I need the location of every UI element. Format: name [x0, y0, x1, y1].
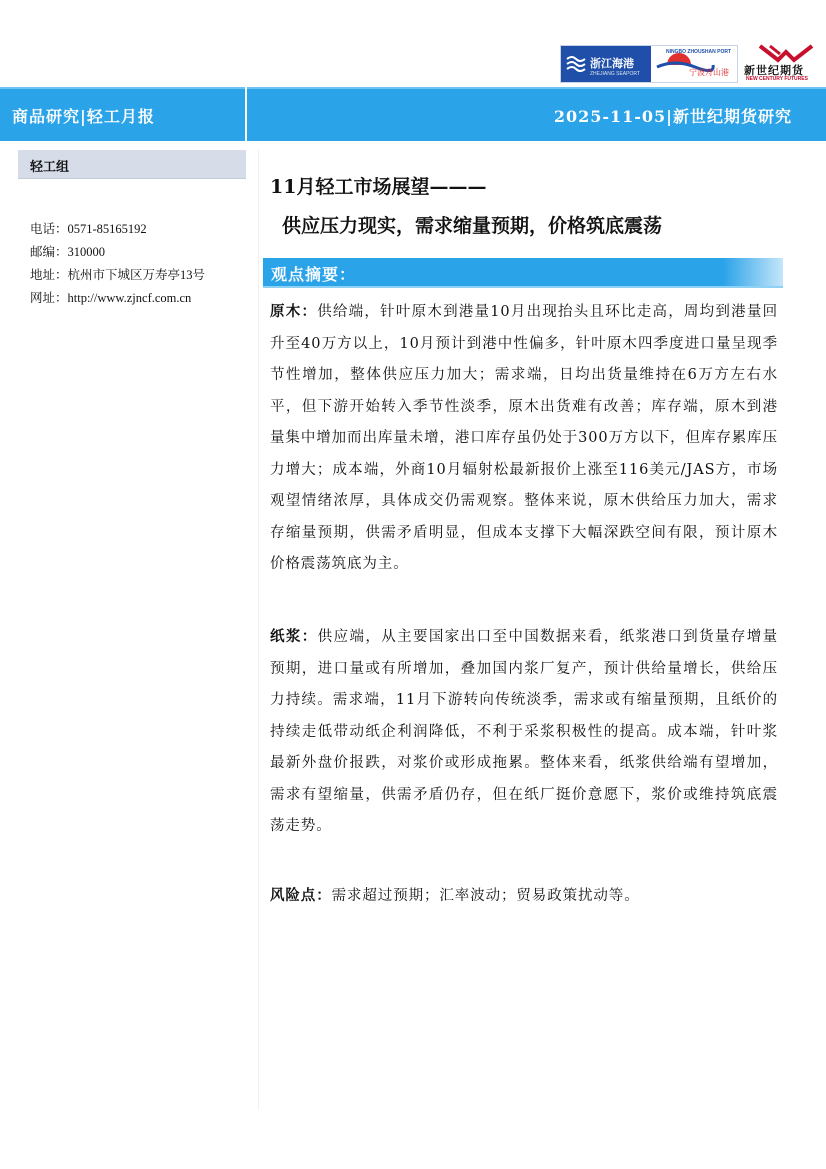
paragraph-pulp	[270, 621, 778, 843]
section-heading-fade	[723, 258, 783, 286]
contact-phone: 电话：0571-85165192	[30, 222, 147, 236]
report-title-line1: 11月轻工市场展望———	[270, 176, 487, 198]
wave-icon	[565, 53, 587, 75]
header-left-bar	[0, 87, 245, 141]
pulp-text: 供应端，从主要国家出口至中国数据来看，纸浆港口到货量存增量预期，进口量或有所增加，叠加国内浆厂复产，预计供给量增长，供给压力持续。需求端，11月下游转向传统淡季，需求或有缩量预期，且纸价的持续走低带动纸企利润降低，不利于采浆积极性的提高。成本端，针叶浆最新外盘价报跌，对浆价或形成拖累。整体来看，纸浆供给端有望增加，需求有望缩量，供需矛盾仍存，但在纸厂挺价意愿下，浆价或维持筑底震荡走势。	[270, 629, 778, 834]
zhejiang-seaport-en: ZHEJIANG SEAPORT	[590, 70, 640, 77]
ncf-name-en: NEW CENTURY FUTURES	[746, 76, 808, 82]
zhejiang-seaport-mark	[561, 46, 651, 82]
logs-text: 供给端，针叶原木到港量10月出现抬头且环比走高，周均到港量回升至40万方以上，10月预计到港中性偏多，针叶原木四季度进口量呈现季节性增加，整体供应压力加大；需求端，日均出货量维持在6万方左右水平，但下游开始转入季节性淡季，原木出货难有改善；库存端，原木到港量集中增加而出库量未增，港口库存虽仍处于300万方以下，但库存累库压力增大；成本端，外商10月辐射松最新报价上涨至116美元/JAS方，市场观望情绪浓厚，具体成交仍需观察。整体来说，原木供给压力加大，需求存缩量预期，供需矛盾明显，但成本支撑下大幅深跌空间有限，预计原木价格震荡筑底为主。	[270, 304, 778, 572]
risk-label: 风险点：	[270, 887, 332, 904]
pulp-label: 纸浆：	[270, 628, 318, 645]
contact-postcode: 邮编：310000	[30, 245, 106, 259]
section-heading-bar	[263, 258, 783, 288]
sidebar-divider	[258, 150, 259, 1110]
ncf-emblem-icon	[756, 42, 816, 64]
ningbo-port-mark	[651, 46, 737, 82]
sidebar-group-header	[18, 150, 246, 179]
contact-info	[30, 218, 205, 310]
report-date-source: 2025-11-05|新世纪期货研究	[553, 107, 792, 126]
risk-text: 需求超过预期；汇率波动；贸易政策扰动等。	[331, 888, 640, 904]
header-right-bar	[247, 87, 826, 141]
zhejiang-seaport-logo	[560, 45, 738, 83]
ncf-name-cn: 新世纪期货	[744, 64, 804, 77]
group-name: 轻工组	[30, 159, 70, 174]
report-category: 商品研究|轻工月报	[12, 107, 155, 126]
ningbo-port-cn: 宁波舟山港	[689, 68, 729, 77]
paragraph-risk	[270, 880, 778, 913]
contact-website: 网址：http://www.zjncf.com.cn	[30, 291, 192, 305]
report-title-line2: 供应压力现实，需求缩量预期，价格筑底震荡	[282, 215, 663, 237]
paragraph-logs	[270, 296, 778, 581]
zhejiang-seaport-cn: 浙江海港	[590, 57, 634, 70]
logs-label: 原木：	[270, 303, 318, 320]
section-heading: 观点摘要：	[271, 265, 357, 284]
ningbo-port-en: NINGBO ZHOUSHAN PORT	[666, 49, 731, 55]
new-century-futures-logo	[744, 42, 824, 86]
contact-address: 地址：杭州市下城区万寿亭13号	[30, 268, 206, 282]
